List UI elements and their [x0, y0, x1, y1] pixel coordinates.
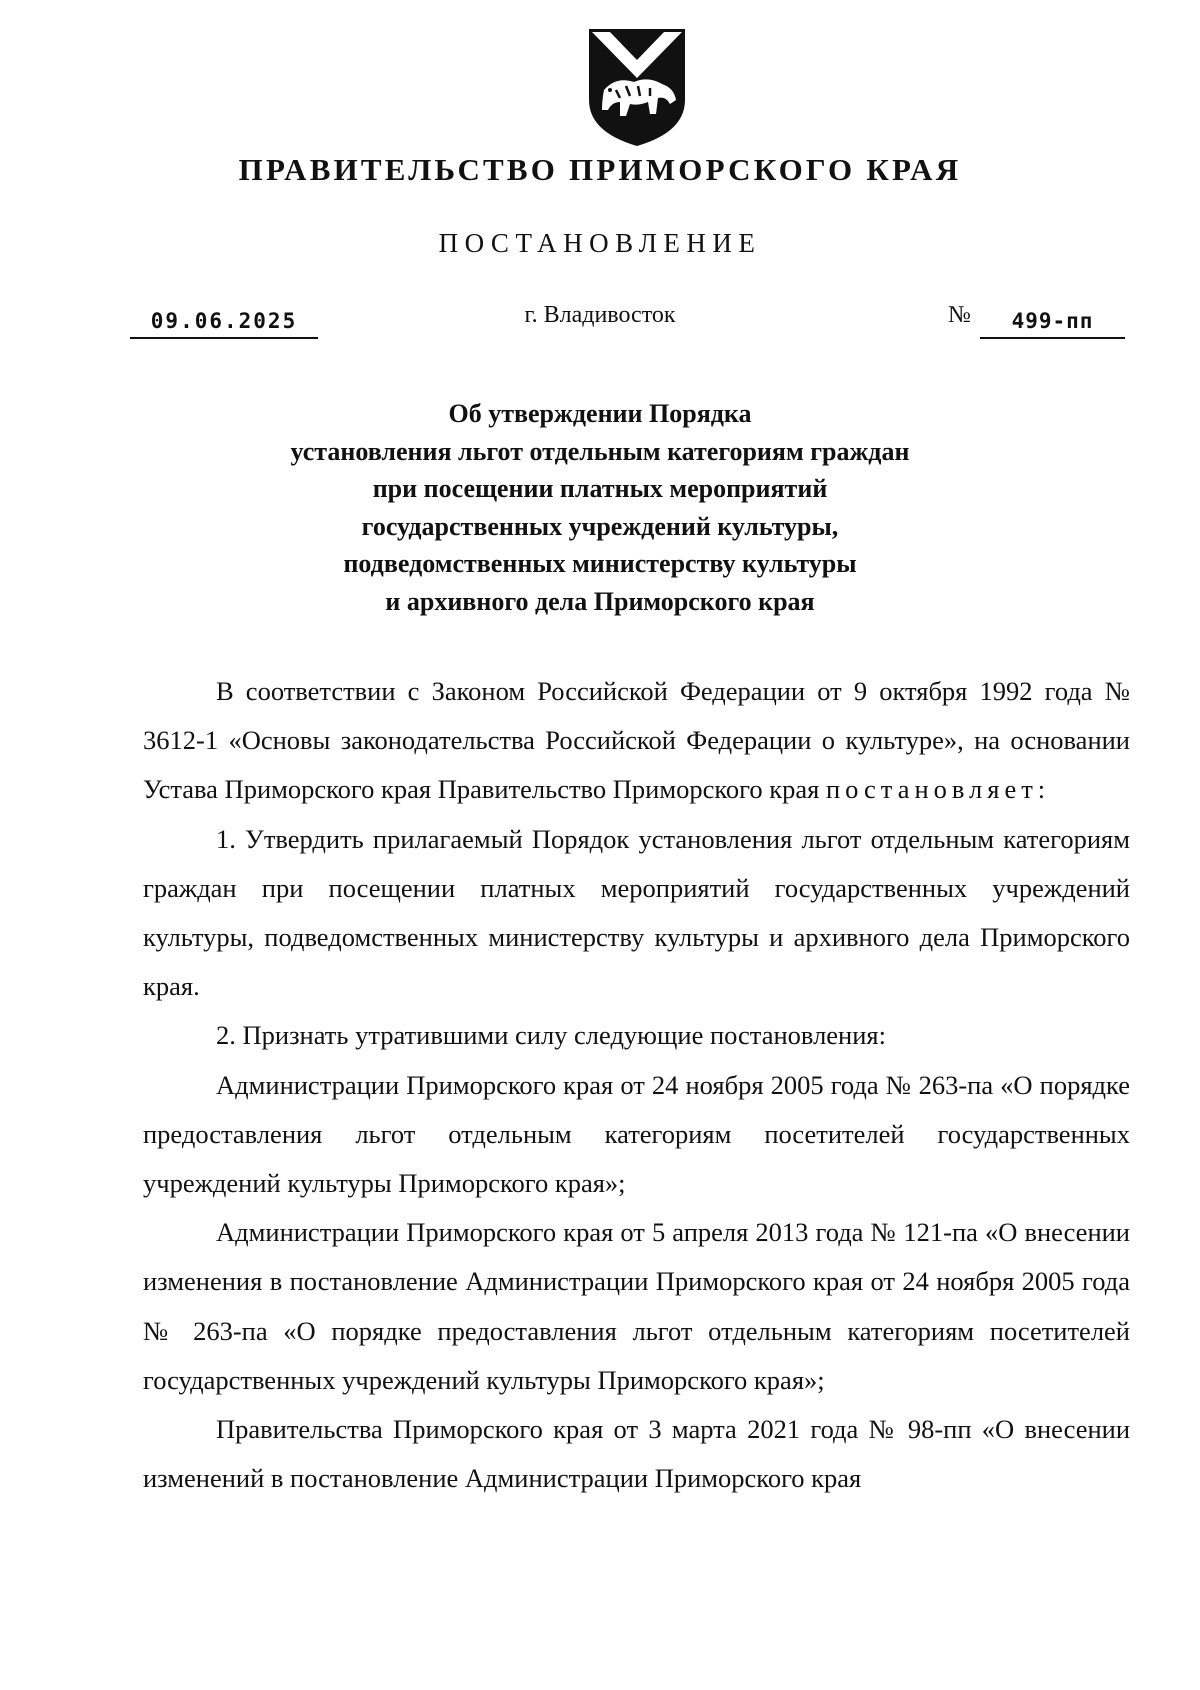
document-body	[143, 667, 1130, 1503]
resolves-word: постановляет:	[825, 774, 1051, 805]
document-date: 09.06.2025	[130, 305, 318, 339]
preamble-text: В соответствии с Законом Российской Федерации от 9 октября 1992 года № 3612-1 «Основы законодательства Российской Федерации о культуре», на основании Устава Приморского края Правительство Приморского края	[143, 676, 1130, 805]
subject-line: и архивного дела Приморского края	[385, 586, 815, 616]
repeal-paragraph-2: Администрации Приморского края от 5 апреля 2013 года № 121-па «О внесении изменения в постановление Администрации Приморского края от 24 ноября 2005 года № 263-па «О порядке предоставления льгот отдельным категориям посетителей государственных учреждений культуры Приморского края»;	[143, 1217, 1130, 1395]
repeal-paragraph-3: Правительства Приморского края от 3 марта 2021 года № 98-пп «О внесении изменений в постановление Администрации Приморского края	[143, 1414, 1130, 1494]
document-number-label: №	[948, 302, 971, 328]
subject-line: Об утверждении Порядка	[448, 399, 752, 428]
document-city: г. Владивосток	[524, 302, 676, 328]
item-1-paragraph: 1. Утвердить прилагаемый Порядок установления льгот отдельным категориям граждан при посещении платных мероприятий государственных учреждений культуры, подведомственных министерству культуры и архивного дела Приморского края.	[143, 823, 1130, 1002]
document-type: ПОСТАНОВЛЕНИЕ	[438, 228, 762, 258]
subject-line: государственных учреждений культуры,	[361, 511, 839, 541]
organization-title: ПРАВИТЕЛЬСТВО ПРИМОРСКОГО КРАЯ	[238, 152, 962, 187]
subject-line: установления льгот отдельным категориям граждан	[290, 436, 910, 466]
subject-line: подведомственных министерству культуры	[343, 549, 857, 578]
subject-line: при посещении платных мероприятий	[372, 474, 828, 503]
preamble-paragraph	[143, 667, 1130, 815]
document-subject	[0, 395, 1200, 620]
repeal-paragraph-1: Администрации Приморского края от 24 ноября 2005 года № 263-па «О порядке предоставления льгот отдельным категориям посетителей государственных учреждений культуры Приморского края»;	[143, 1069, 1130, 1199]
primorsky-krai-coat-of-arms-icon	[586, 26, 688, 148]
item-2-paragraph: 2. Признать утратившими силу следующие постановления:	[216, 1020, 886, 1051]
document-number: 499-пп	[980, 305, 1125, 339]
